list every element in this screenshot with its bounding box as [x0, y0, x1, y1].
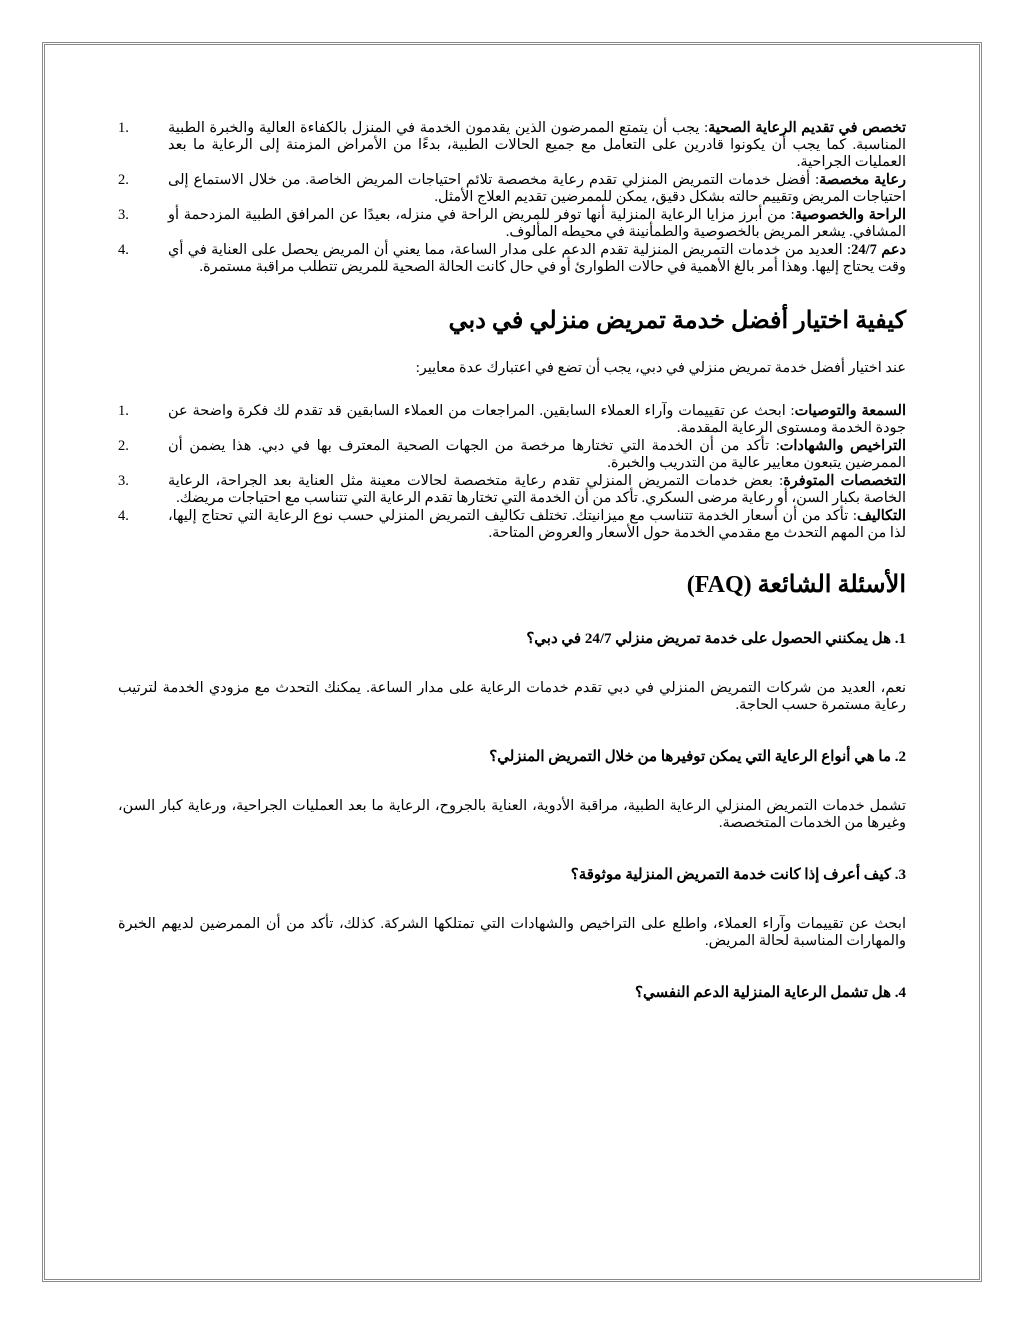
item-title: تخصص في تقديم الرعاية الصحية — [708, 120, 906, 136]
document-body — [118, 120, 906, 1002]
item-title: الراحة والخصوصية — [794, 207, 906, 223]
faq-answer: ابحث عن تقييمات وآراء العملاء، واطلع على التراخيص والشهادات التي تمتلكها الشركة. كذلك، تأكد من أن الممرضين لديهم الخبرة والمهارات المناسبة لحالة المريض. — [118, 916, 906, 949]
list-item — [118, 473, 906, 507]
list-item — [118, 438, 906, 472]
list-item — [118, 403, 906, 437]
item-text: : أفضل خدمات التمريض المنزلي تقدم رعاية مخصصة تلائم احتياجات المريض الخاصة. من خلال الاستماع إلى احتياجات المريض وتقييم حالته بشكل دقيق، يمكن للممرضين تقديم العلاج الأمثل. — [168, 172, 906, 205]
benefits-list — [118, 120, 906, 276]
item-title: السمعة والتوصيات — [794, 403, 907, 419]
item-text: : العديد من خدمات التمريض المنزلية تقدم الدعم على مدار الساعة، مما يعني أن المريض يحصل على العناية في أي وقت يحتاج إليها. وهذا أمر بالغ الأهمية في حالات الطوارئ أو في حال كانت الحالة الصحية للمريض تتطلب مراقبة مستمرة. — [168, 242, 906, 275]
item-number: 1. — [118, 120, 129, 136]
item-number: 3. — [118, 473, 129, 489]
criteria-list — [118, 403, 906, 542]
item-number: 2. — [118, 172, 129, 188]
item-title: رعاية مخصصة — [819, 172, 906, 188]
faq-answer: تشمل خدمات التمريض المنزلي الرعاية الطبية، مراقبة الأدوية، العناية بالجروح، الرعاية ما بعد العمليات الجراحية، ورعاية كبار السن، وغيرها من الخدمات المتخصصة. — [118, 798, 906, 831]
list-item — [118, 207, 906, 241]
item-text: : بعض خدمات التمريض المنزلي تقدم رعاية متخصصة لحالات معينة مثل العناية بعد الجراحة، الرعاية الخاصة بكبار السن، أو رعاية مرضى السكري. تأكد من أن الخدمة التي تختارها تقدم الرعاية التي تتناسب مع احتياجات مريضك. — [168, 473, 906, 506]
faq-question: 1. هل يمكنني الحصول على خدمة تمريض منزلي 24/7 في دبي؟ — [526, 631, 906, 647]
item-text: : ابحث عن تقييمات وآراء العملاء السابقين. المراجعات من العملاء السابقين قد تقدم لك فكرة واضحة عن جودة الخدمة ومستوى الرعاية المقدمة. — [168, 403, 906, 436]
item-title: التخصصات المتوفرة — [783, 473, 906, 489]
item-title: التراخيص والشهادات — [779, 438, 907, 454]
item-text: : من أبرز مزايا الرعاية المنزلية أنها توفر للمريض الراحة في منزله، بعيدًا عن المرافق الطبية المزدحمة أو المشافي. يشعر المريض بالخصوصية والطمأنينة في محيطه المألوف. — [168, 207, 906, 240]
item-number: 3. — [118, 207, 129, 223]
faq-question: 4. هل تشمل الرعاية المنزلية الدعم النفسي؟ — [635, 985, 906, 1001]
item-number: 4. — [118, 508, 129, 524]
item-title: دعم 24/7 — [851, 242, 906, 258]
list-item — [118, 172, 906, 206]
list-item — [118, 242, 906, 276]
item-text: : تأكد من أن أسعار الخدمة تتناسب مع ميزانيتك. تختلف تكاليف التمريض المنزلي حسب نوع الرعاية التي تحتاج إليها، لذا من المهم التحدث مع مقدمي الخدمة حول الأسعار والعروض المتاحة. — [168, 508, 906, 541]
faq-answer: نعم، العديد من شركات التمريض المنزلي في دبي تقدم خدمات الرعاية على مدار الساعة. يمكنك التحدث مع مزودي الخدمة لترتيب رعاية مستمرة حسب الحاجة. — [118, 680, 906, 713]
item-text: : يجب أن يتمتع الممرضون الذين يقدمون الخدمة في المنزل بالكفاءة العالية والخبرة الطبية المناسبة. كما يجب أن يكونوا قادرين على التعامل مع جميع الحالات الطبية، بدءًا من الأمراض المزمنة إلى الرعاية ما بعد العمليات الجراحية. — [168, 120, 906, 170]
faq-question: 2. ما هي أنواع الرعاية التي يمكن توفيرها من خلال التمريض المنزلي؟ — [489, 749, 906, 765]
item-text: : تأكد من أن الخدمة التي تختارها مرخصة من الجهات الصحية المعترف بها في دبي. هذا يضمن أن الممرضين يتبعون معايير عالية من التدريب والخبرة. — [168, 438, 906, 471]
list-item — [118, 508, 906, 542]
faq-heading: الأسئلة الشائعة (FAQ) — [686, 572, 906, 598]
faq-question: 3. كيف أعرف إذا كانت خدمة التمريض المنزلية موثوقة؟ — [570, 867, 906, 883]
intro-paragraph: عند اختيار أفضل خدمة تمريض منزلي في دبي، يجب أن تضع في اعتبارك عدة معايير: — [415, 360, 906, 376]
list-item — [118, 120, 906, 171]
item-number: 1. — [118, 403, 129, 419]
item-number: 2. — [118, 438, 129, 454]
item-title: التكاليف — [856, 508, 906, 524]
section-heading: كيفية اختيار أفضل خدمة تمريض منزلي في دبي — [448, 308, 906, 334]
item-number: 4. — [118, 242, 129, 258]
